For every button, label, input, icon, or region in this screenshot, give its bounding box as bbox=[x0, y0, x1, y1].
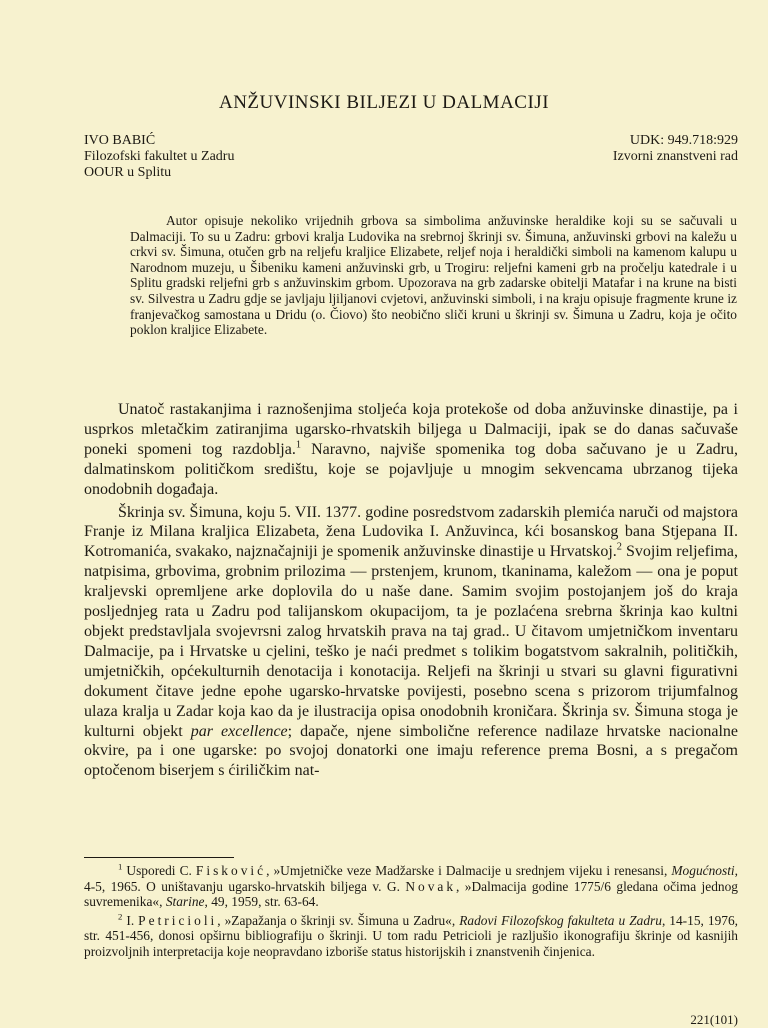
fn1-text-b: , »Umjetničke veze Madžarske i Dalmacije u srednjem vijeku i renesansi, bbox=[266, 863, 672, 878]
footnote-1 bbox=[84, 863, 738, 910]
footnotes bbox=[84, 863, 738, 959]
fn1-text-a: Usporedi C. bbox=[122, 863, 196, 878]
article-type: Izvorni znanstveni rad bbox=[612, 149, 738, 164]
footnote-2 bbox=[84, 913, 738, 960]
author-unit: OOUR u Splitu bbox=[84, 165, 172, 180]
p2-italic-phrase: par excellence bbox=[190, 722, 288, 740]
author-block bbox=[84, 133, 234, 181]
fn2-author-1: Petricioli bbox=[138, 912, 218, 928]
udk-code: UDK: 949.718:929 bbox=[629, 133, 738, 148]
fn1-author-1: Fisković bbox=[195, 863, 267, 878]
footnote-divider bbox=[84, 857, 234, 858]
p1-text-b: Naravno, najviše spomenika tog doba sačuvano je u Zadru, dalmatinskom političkom središtu, koje se pojavljuje u mnogim sekvencama ubrzanog tijeka onodobnih događaja. bbox=[84, 440, 738, 498]
classification-block bbox=[613, 133, 738, 165]
fn2-text-a: I. bbox=[122, 912, 139, 928]
p2-text-a: Škrinja sv. Šimuna, koju 5. VII. 1377. godine posredstvom zadarskih plemića naruči od majstora Franje iz Milana kraljica Elizabeta, žena Ludovika I. Anžuvinca, kći bosanskog bana Stjepana II. Kotromanića, svakako, najznačajniji je spomenik anžuvinske dinastije u Hrvatskoj. bbox=[84, 503, 738, 561]
fn1-journal-2: Starine bbox=[165, 894, 205, 909]
fn2-text-b: , »Zapažanja o škrinji sv. Šimuna u Zadru«, bbox=[217, 912, 460, 928]
fn1-text-d: , »Dalmacija godine 1775/6 gledana očima jednog suvremenika«, bbox=[84, 878, 738, 909]
fn2-text-c: , 14-15, 1976, str. 451-456, donosi opširnu bibliografiju o škrinji. U tom radu Petricioli je razljušio ikonografiju škrinje od kasnijih proizvoljnih interpretacija koje neopravdano izboriše status historijskih i znanstvenih činjenica. bbox=[84, 912, 738, 959]
page-number: 221(101) bbox=[690, 1012, 738, 1027]
body-paragraph-2 bbox=[84, 503, 738, 782]
author-name: IVO BABIĆ bbox=[84, 133, 156, 148]
p1-text-a: Unatoč rastakanjima i raznošenjima stoljeća koja protekoše od doba anžuvinske dinastije, pa i usprkos mletačkim zatiranjima ugarsko-rhvatskih biljega u Dalmaciji, ipak se do danas sačuvaše poneki spomeni tog razdoblja. bbox=[84, 401, 738, 458]
fn2-journal-1: Radovi Filozofskog fakulteta u Zadru bbox=[459, 912, 662, 928]
footnote-ref-2: 2 bbox=[616, 542, 622, 554]
fn1-author-2: Novak bbox=[405, 878, 457, 894]
article-title: ANŽUVINSKI BILJEZI U DALMACIJI bbox=[218, 92, 550, 113]
footnote-2-number: 2 bbox=[118, 911, 123, 922]
p2-text-c: ; dapače, njene simbolične reference nadilaze hrvatske nacionalne okvire, pa i one ugarske: po svojoj donatorki one imaju reference prema Bosni, a s pregačom optočenom biserjem s ćiriličkim nat- bbox=[84, 722, 739, 780]
article-body bbox=[84, 400, 738, 781]
author-affiliation: Filozofski fakultet u Zadru bbox=[84, 149, 235, 164]
fn1-text-e: , 49, 1959, str. 63-64. bbox=[204, 894, 319, 909]
footnote-ref-1: 1 bbox=[295, 439, 302, 451]
p2-text-b: Svojim reljefima, natpisima, grbovima, grobnim prilozima — prstenjem, krunom, tkaninama, kaležom — ona je poput kraljevski opremljene arke doplovila do u naše dane. Samim svojim postojanjem još do kraja posljednjeg rata u Zadru pod talijanskom okupacijom, ta je pozlaćena srebrna škrinja kao kultni objekt predstavljala svojevrsni zalog hrvatskih prava na taj grad.. U čitavom umjetničkom inventaru Dalmacije, pa i Hrvatske u cjelini, teško je naći predmet s tolikim bogatstvom sakralnih, političkih, umjetničkih, općekulturnih denotacija i konotacija. Reljefi na škrinji u stvari su glavni figurativni dokument čitave jedne epohe ugarsko-hrvatske povijesti, posebno scena s prizorom trijumfalnog ulaza kralja u Zadar koja kao da je ilustracija opisa onodobnih kroničara. Škrinja sv. Šimuna stoga je kulturni objekt bbox=[84, 543, 738, 740]
footnote-1-number: 1 bbox=[118, 861, 123, 872]
fn1-journal-1: Mogućnosti bbox=[671, 863, 735, 878]
body-paragraph-1 bbox=[84, 400, 738, 500]
fn1-text-c: , 4-5, 1965. O uništavanju ugarsko-hrvatskih biljega v. G. bbox=[84, 863, 738, 894]
abstract: Autor opisuje nekoliko vrijednih grbova sa simbolima anžuvinske heraldike koji su se sačuvali u Dalmaciji. To su u Zadru: grbovi kralja Ludovika na srebrnoj škrinji sv. Šimuna, anžuvinski grbovi na kaležu u crkvi sv. Šimuna, otučen grb na reljefu kraljice Elizabete, reljef noja i heraldički simboli na kamenom kalupu u Narodnom muzeju, u Šibeniku kameni anžuvinski grb, u Trogiru: reljefni kameni grb na pročelju katedrale i u Splitu gradski reljefni grb s anžuvinskim grbom. Upozorava na grb zadarske obitelji Matafar i na krune na bisti sv. Silvestra u Zadru gdje se javljaju ljiljanovi cvjetovi, anžuvinski simboli, i na kraju opisuje fragmente krune iz franjevačkog samostana u Dridu (o. Čiovo) što neobično sliči kruni u škrinji sv. Šimuna u Zadru, koja je očito poklon kraljice Elizabete. bbox=[130, 213, 737, 338]
